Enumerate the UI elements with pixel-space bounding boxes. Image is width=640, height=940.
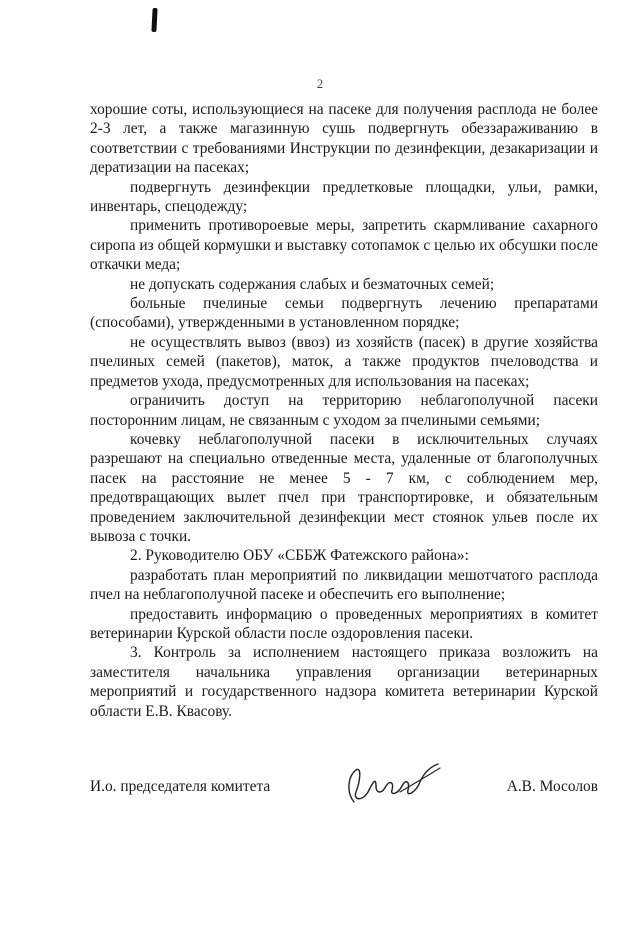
- paragraph: разработать план мероприятий по ликвидации мешотчатого расплода пчел на неблагополучной пасеке и обеспечить его выполнение;: [90, 566, 598, 604]
- paragraph: 3. Контроль за исполнением настоящего приказа возложить на заместителя начальника управления организации ветеринарных мероприятий и государственного надзора комитета ветеринарии Курской области Е.В. Квасову.: [90, 644, 598, 720]
- paragraph: применить противороевые меры, запретить скармливание сахарного сиропа из общей кормушки и выставку сотопамок с целью их обсушки после откачки меда;: [90, 217, 598, 274]
- paragraph: хорошие соты, использующиеся на пасеке для получения расплода не более 2-3 лет, а также магазинную сушь подвергнуть обеззараживанию в соответствии с требованиями Инструкции по дезинфекции, дезакаризации и дератизации на пасеках;: [90, 101, 598, 177]
- document-body: [90, 100, 598, 721]
- signatory-position: И.о. председателя комитета: [90, 778, 271, 795]
- section-heading: 2. Руководителю ОБУ «СББЖ Фатежского района»:: [130, 547, 469, 565]
- paragraph: подвергнуть дезинфекции предлетковые площадки, ульи, рамки, инвентарь, спецодежду;: [90, 178, 598, 216]
- handwritten-signature: [340, 762, 450, 806]
- paragraph: кочевку неблагополучной пасеки в исключительных случаях разрешают на специально отведенные места, удаленные от благополучных пасек на расстояние не менее 5 - 7 км, с соблюдением мер, предотвращающих вылет пчел при транспортировке, и обязательным проведением заключительной дезинфекции мест стоянок ульев после их вывоза с точки.: [90, 430, 598, 545]
- paragraph: больные пчелиные семьи подвергнуть лечению препаратами (способами), утвержденными в установленном порядке;: [90, 295, 598, 332]
- paragraph: не осуществлять вывоз (ввоз) из хозяйств (пасек) в другие хозяйства пчелиных семей (пакетов), маток, а также продуктов пчеловодства и предметов ухода, предусмотренных для использования на пасеках;: [90, 333, 598, 390]
- page-number: 2: [316, 76, 324, 91]
- signatory-name: А.В. Мосолов: [506, 778, 598, 795]
- signature-block: [90, 766, 598, 816]
- paragraph: ограничить доступ на территорию неблагополучной пасеки посторонним лицам, не связанным с уходом за пчелиными семьями;: [90, 392, 598, 429]
- paragraph: не допускать содержания слабых и безматочных семей;: [130, 275, 495, 293]
- paragraph: предоставить информацию о проведенных мероприятиях в комитет ветеринарии Курской области после оздоровления пасеки.: [90, 605, 598, 642]
- scan-mark: [151, 8, 157, 32]
